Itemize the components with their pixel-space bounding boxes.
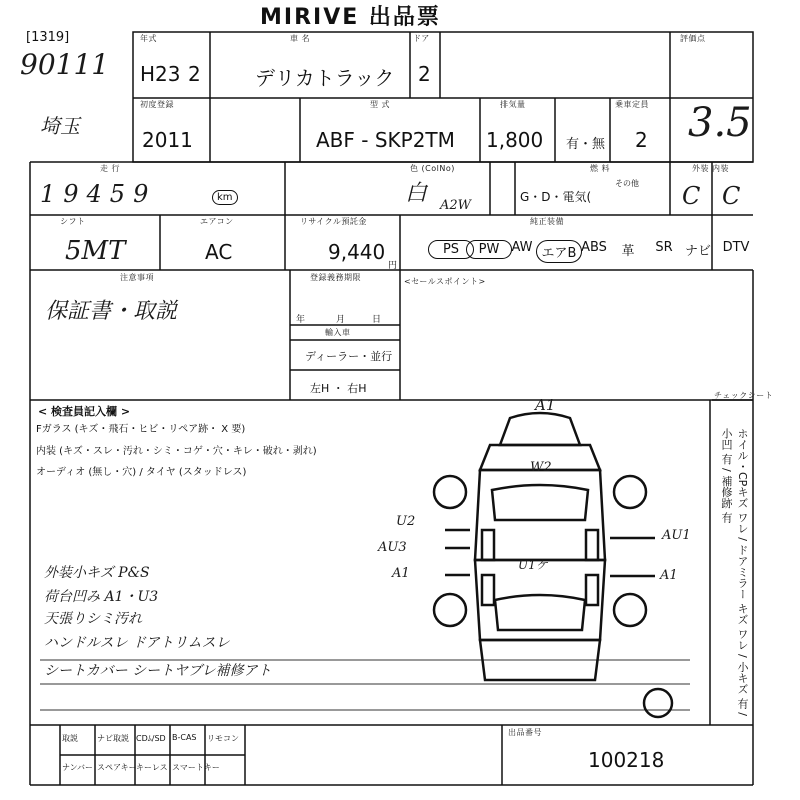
label-fuel: 燃 料 xyxy=(590,164,611,173)
footer-remote: リモコン xyxy=(207,734,239,743)
dealer-option: ディーラー・並行 xyxy=(305,350,393,363)
fuel-other: その他 xyxy=(615,179,639,188)
option-airbag: エアB xyxy=(536,240,582,263)
score-value: 3.5 xyxy=(688,100,752,146)
mark-au3: AU3 xyxy=(378,540,407,555)
inspector-glass: Fガラス (キズ・飛石・ヒビ・リペア跡・ X 要) xyxy=(36,424,246,435)
label-seats: 乗車定員 xyxy=(615,100,649,109)
option-sunroof: SR xyxy=(655,240,673,255)
label-shift: シフト xyxy=(60,217,86,226)
mark-a1-top: A1 xyxy=(535,396,556,414)
inspector-interior: 内装 (キズ・スレ・汚れ・シミ・コゲ・穴・キレ・破れ・剥れ) xyxy=(36,446,317,457)
interior-grade: C xyxy=(722,182,741,210)
mark-u1: U1ケ xyxy=(518,558,548,572)
doors: 2 xyxy=(418,62,431,86)
lot-small: [1319] xyxy=(26,30,70,45)
option-ps: PS xyxy=(428,240,474,259)
option-abs: ABS xyxy=(581,240,607,255)
yuu-mu: 有・無 xyxy=(566,137,606,152)
footer-bcas: B-CAS xyxy=(172,733,197,742)
mark-u2: U2 xyxy=(396,514,416,529)
label-model-type: 型 式 xyxy=(370,100,391,109)
label-aircon: エアコン xyxy=(200,217,234,226)
displacement: 1,800 xyxy=(486,128,544,152)
note-line-4: ハンドルスレ ドアトリムスレ xyxy=(44,635,230,651)
label-import: 輸入車 xyxy=(325,328,351,337)
footer-keyless: キーレス xyxy=(136,763,168,772)
option-dtv: DTV xyxy=(722,240,750,255)
label-delivery-number: 出品番号 xyxy=(508,728,542,737)
exterior-grade: C xyxy=(682,182,701,210)
shift: 5MT xyxy=(65,236,126,266)
label-model-name: 車 名 xyxy=(290,34,311,43)
label-notes: 注意事項 xyxy=(120,273,154,282)
year-month: 2 xyxy=(188,62,201,86)
damage-legend: ホイル・CPキズ ワレ / ドアミラー キズ ワレ / 小キズ 有 / 小凹 有 / 補修跡 有 xyxy=(720,428,749,716)
vehicle-name: デリカトラック xyxy=(255,66,395,90)
year-era: H23 xyxy=(140,62,181,86)
label-recycle: リサイクル預託金 xyxy=(300,217,367,226)
note-line-3: 天張りシミ汚れ xyxy=(44,611,142,627)
label-ext-int: 外装 内装 xyxy=(692,164,730,173)
label-color: 色 (ColNo) xyxy=(410,164,455,173)
mileage-unit: km xyxy=(212,190,238,205)
inspector-audio: オーディオ (無し・穴) / タイヤ (スタッドレス) xyxy=(36,467,247,478)
label-day-m: 日 xyxy=(372,315,382,325)
label-first-reg: 初度登録 xyxy=(140,100,174,109)
label-sales-point: <セールスポイント> xyxy=(404,277,486,286)
note-line-5: シートカバー シートヤブレ補修アト xyxy=(44,663,272,679)
footer-spare-key: スペアキー xyxy=(97,763,137,772)
mark-au1: AU1 xyxy=(662,528,691,543)
color: 白 xyxy=(405,181,428,206)
fuel-options: G・D・電気( xyxy=(520,190,592,204)
handle-option: 左H ・ 右H xyxy=(310,382,367,395)
label-reg-date: 登録義務期限 xyxy=(310,273,361,282)
option-navi: ナビ xyxy=(684,244,711,259)
note-line-2: 荷台凹み A1・U3 xyxy=(44,589,159,605)
label-score: 評価点 xyxy=(680,34,706,43)
footer-navi-manual: ナビ取説 xyxy=(97,734,129,743)
label-inspector: < 検査員記入欄 > xyxy=(38,405,131,418)
seats: 2 xyxy=(635,128,648,152)
label-year: 年式 xyxy=(140,34,157,43)
footer-smart-key: スマートキー xyxy=(172,763,220,772)
handwritten-note: 保証書・取説 xyxy=(45,299,178,324)
option-leather: 革 xyxy=(621,244,635,259)
footer-manual: 取説 xyxy=(62,734,78,743)
label-year-m: 年 xyxy=(296,315,306,325)
footer-cd: CDﾑ/SD xyxy=(136,734,166,743)
first-reg-year: 2011 xyxy=(142,128,193,152)
recycle-unit: 円 xyxy=(388,261,398,271)
mark-a1-left: A1 xyxy=(392,566,410,581)
aircon: AC xyxy=(205,240,233,264)
delivery-number: 100218 xyxy=(588,748,665,772)
mileage: 19459 xyxy=(40,180,157,208)
form-title: MIRIVE 出品票 xyxy=(260,5,441,30)
mark-a1-right: A1 xyxy=(660,568,678,583)
color-code: A2W xyxy=(440,198,472,213)
label-door: ドア xyxy=(413,34,430,43)
note-line-1: 外装小キズ P&S xyxy=(44,565,150,581)
mark-w2: W2 xyxy=(530,460,552,475)
model-code: ABF - SKP2TM xyxy=(316,128,455,152)
label-mileage: 走 行 xyxy=(100,164,121,173)
label-equipment: 純正装備 xyxy=(530,217,564,226)
lot-number: 90111 xyxy=(20,48,110,81)
car-diagram xyxy=(420,400,660,710)
label-checklist: チェックシート xyxy=(714,391,774,400)
label-month-m: 月 xyxy=(336,315,346,325)
option-aw: AW xyxy=(511,240,533,255)
recycle: 9,440 xyxy=(328,240,386,264)
footer-number-plate: ナンバー xyxy=(62,763,94,772)
option-pw: PW xyxy=(466,240,512,259)
region: 埼玉 xyxy=(40,114,80,138)
label-displacement: 排気量 xyxy=(500,100,526,109)
